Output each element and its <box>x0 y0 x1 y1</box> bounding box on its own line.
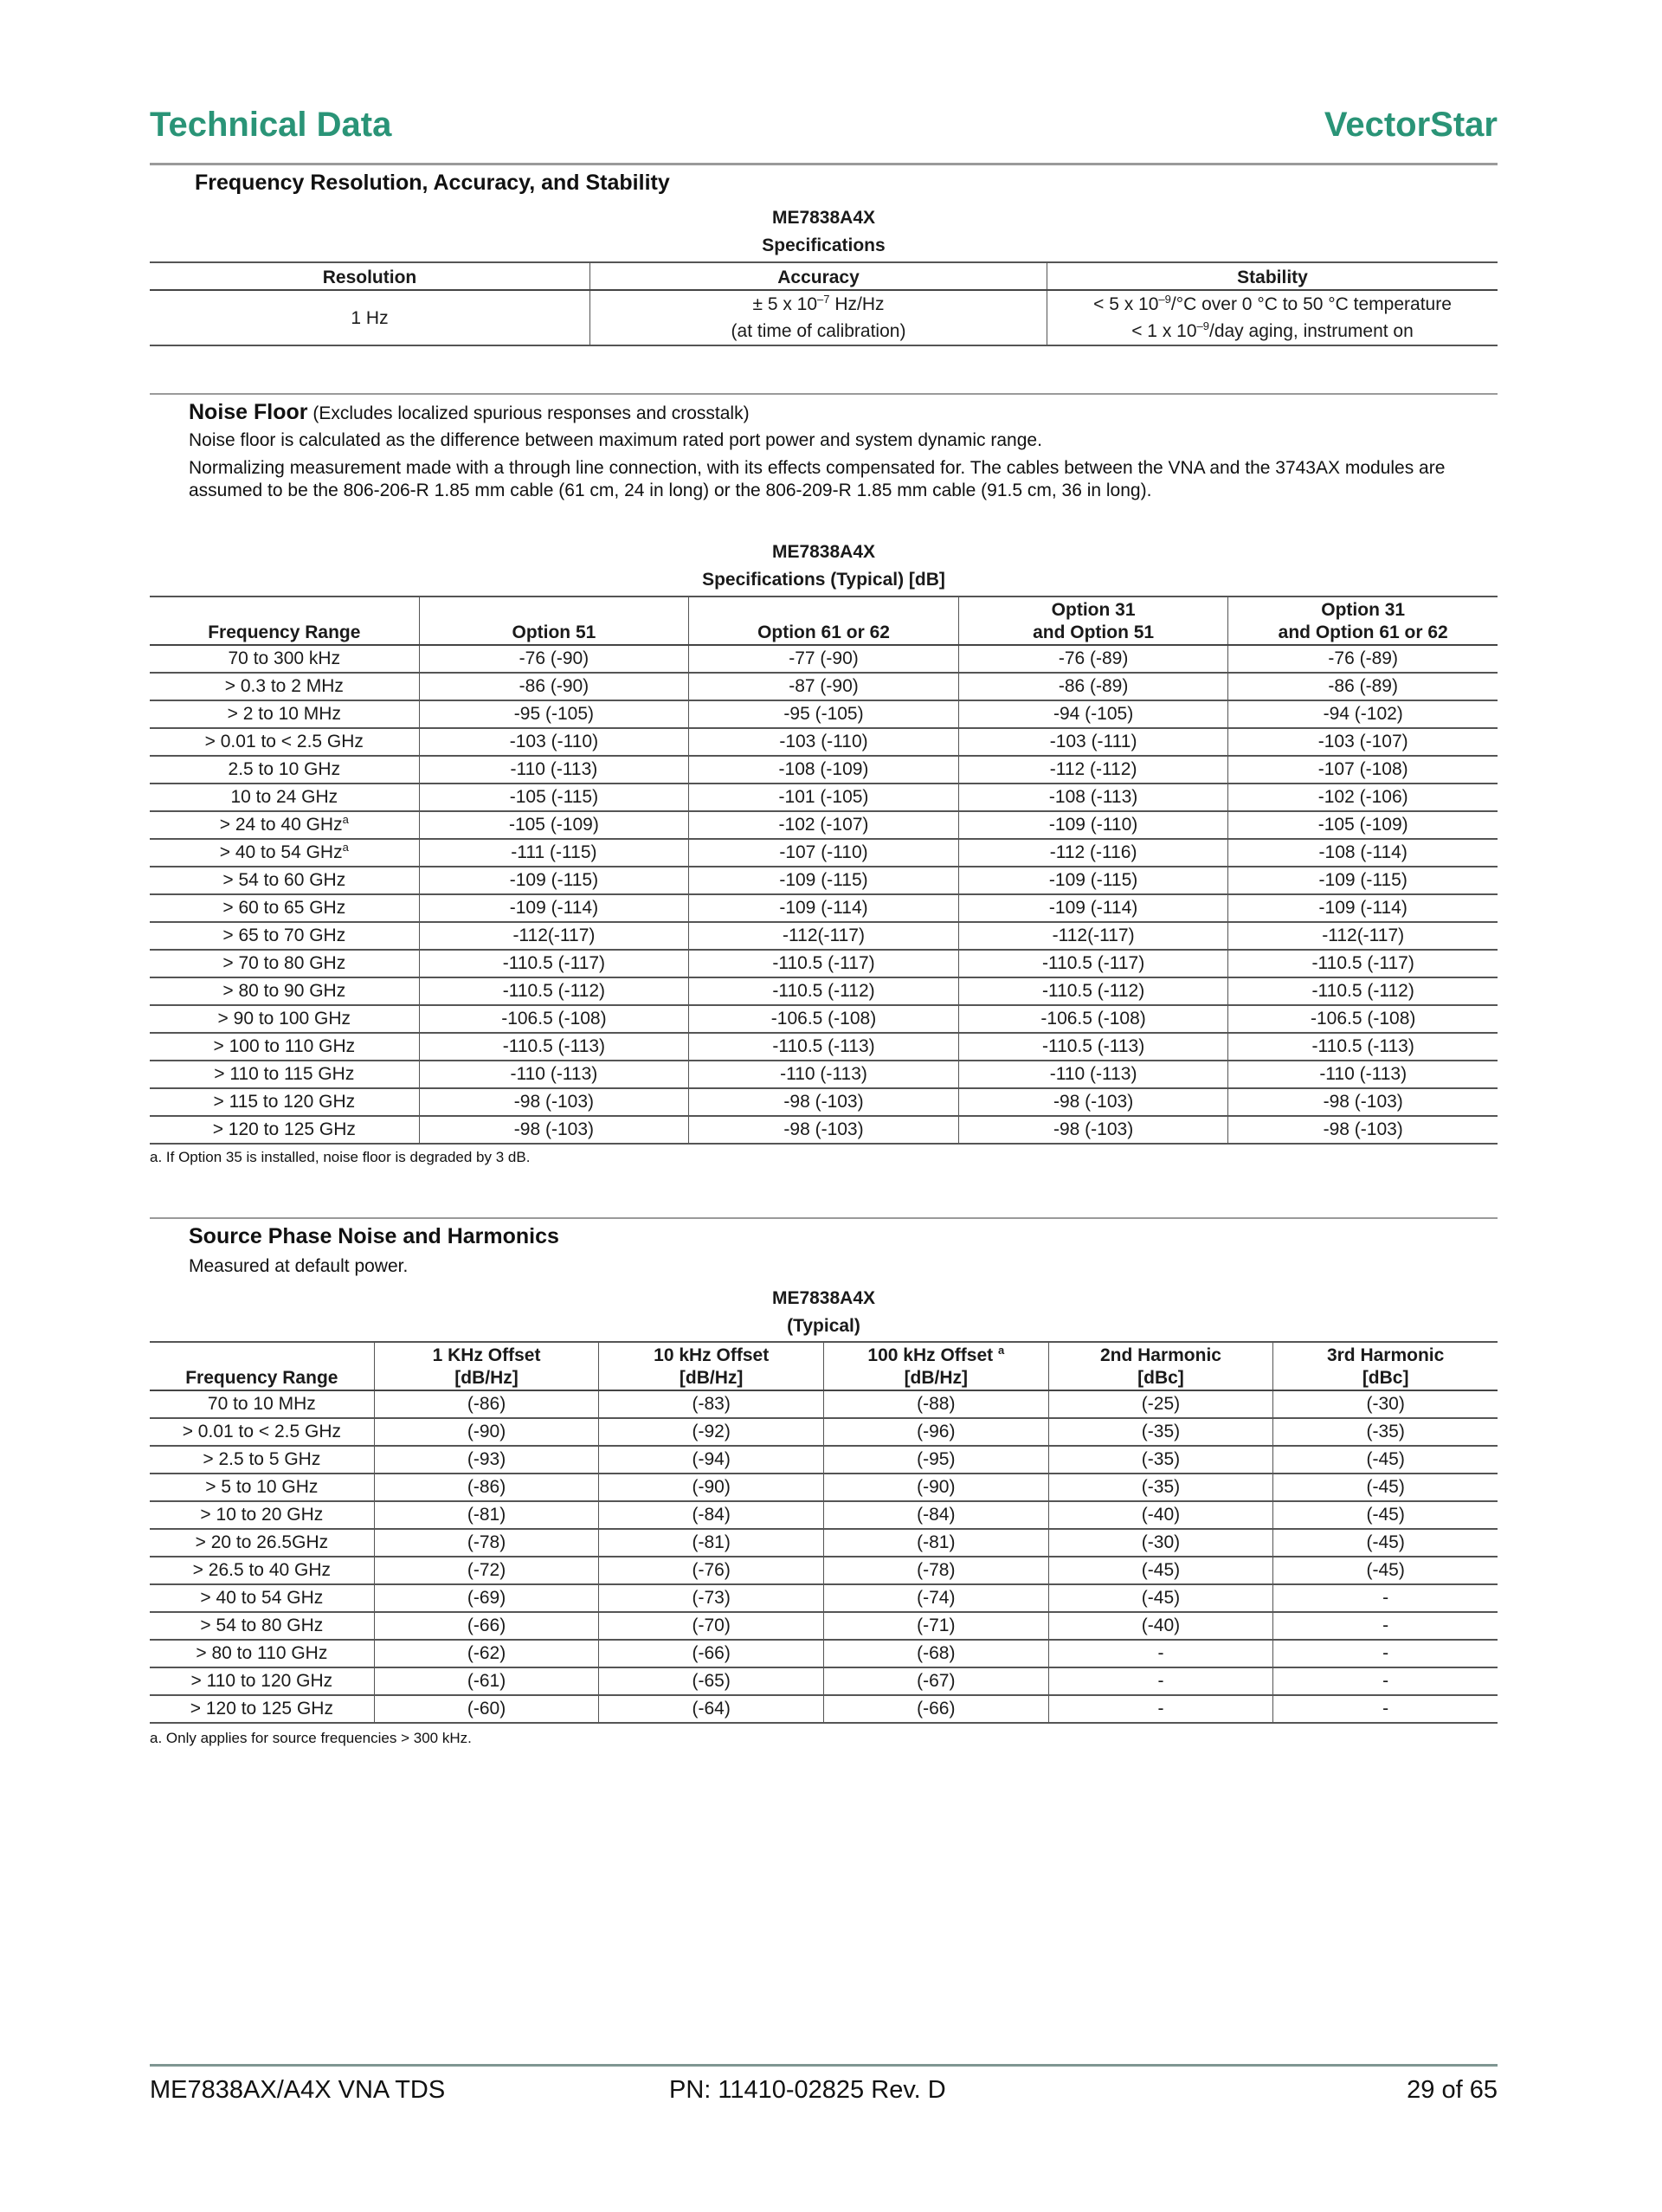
noise-floor-normalization-note: Normalizing measurement made with a through line connection, with its effects compensated for. The cables between the VNA and the 3743AX modules are assumed to be the 806-206-R 1.85 mm cable (61 cm, 24 in long) or the 806-209-R 1.85 mm cable (91.5 cm, 36 in long). <box>189 458 1446 500</box>
phase-noise-table <box>150 1341 1498 1724</box>
frequency-range-cell: > 2 to 10 MHz <box>150 700 419 728</box>
noise-floor-value-cell: -106.5 (-108) <box>958 1005 1228 1033</box>
section-heading-frequency-resolution: Frequency Resolution, Accuracy, and Stability <box>195 171 670 195</box>
noise-floor-value-cell: -95 (-105) <box>689 700 959 728</box>
noise-floor-value-cell: -110.5 (-117) <box>419 950 689 977</box>
noise-floor-value-cell: -109 (-114) <box>958 894 1228 922</box>
noise-floor-value-cell: -110 (-113) <box>689 1061 959 1088</box>
table-row <box>150 977 1498 1005</box>
noise-floor-value-cell: -105 (-109) <box>1228 811 1498 839</box>
noise-floor-value-cell: -111 (-115) <box>419 839 689 867</box>
table-row <box>150 1501 1498 1529</box>
phase-noise-value-cell: (-45) <box>1273 1529 1498 1557</box>
phase-noise-value-cell: (-35) <box>1048 1418 1273 1446</box>
phase-noise-value-cell: (-81) <box>374 1501 599 1529</box>
noise-floor-value-cell: -98 (-103) <box>958 1116 1228 1144</box>
phase-noise-value-cell: (-92) <box>599 1418 824 1446</box>
column-header: 1 KHz Offset [dB/Hz] <box>374 1342 599 1390</box>
noise-floor-value-cell: -103 (-110) <box>419 728 689 756</box>
noise-floor-value-cell: -110 (-113) <box>419 1061 689 1088</box>
noise-floor-value-cell: -112(-117) <box>419 922 689 950</box>
column-header-stability: Stability <box>1047 262 1498 290</box>
table-row <box>150 950 1498 977</box>
phase-noise-value-cell: (-93) <box>374 1446 599 1474</box>
table-row <box>150 1390 1498 1418</box>
table-row <box>150 1695 1498 1723</box>
column-header-resolution: Resolution <box>150 262 590 290</box>
frequency-range-cell: > 2.5 to 5 GHz <box>150 1446 374 1474</box>
table-row <box>150 1116 1498 1144</box>
noise-floor-value-cell: -103 (-111) <box>958 728 1228 756</box>
table-row <box>150 1061 1498 1088</box>
noise-floor-value-cell: -109 (-115) <box>689 867 959 894</box>
phase-noise-value-cell: (-45) <box>1048 1557 1273 1584</box>
phase-noise-value-cell: (-35) <box>1273 1418 1498 1446</box>
frequency-range-cell: > 90 to 100 GHz <box>150 1005 419 1033</box>
table-row <box>150 784 1498 811</box>
frequency-range-cell: > 120 to 125 GHz <box>150 1695 374 1723</box>
noise-floor-value-cell: -102 (-107) <box>689 811 959 839</box>
phase-noise-value-cell: (-60) <box>374 1695 599 1723</box>
phase-noise-value-cell: (-66) <box>374 1612 599 1640</box>
phase-noise-value-cell: (-70) <box>599 1612 824 1640</box>
phase-noise-value-cell: - <box>1048 1695 1273 1723</box>
noise-floor-table <box>150 596 1498 1145</box>
noise-floor-value-cell: -95 (-105) <box>419 700 689 728</box>
noise-floor-value-cell: -108 (-113) <box>958 784 1228 811</box>
phase-noise-value-cell: (-83) <box>599 1390 824 1418</box>
frequency-range-cell: 10 to 24 GHz <box>150 784 419 811</box>
noise-floor-value-cell: -112(-117) <box>689 922 959 950</box>
table-row <box>150 700 1498 728</box>
noise-floor-value-cell: -110.5 (-112) <box>1228 977 1498 1005</box>
phase-noise-description: Measured at default power. <box>189 1256 409 1276</box>
column-header: 10 kHz Offset [dB/Hz] <box>599 1342 824 1390</box>
noise-floor-value-cell: -107 (-108) <box>1228 756 1498 784</box>
phase-noise-value-cell: - <box>1273 1584 1498 1612</box>
noise-floor-value-cell: -110.5 (-117) <box>958 950 1228 977</box>
table1-caption-model: ME7838A4X <box>771 208 876 228</box>
noise-floor-value-cell: -106.5 (-108) <box>1228 1005 1498 1033</box>
table-row <box>150 1033 1498 1061</box>
phase-noise-value-cell: (-71) <box>823 1612 1048 1640</box>
frequency-resolution-table <box>150 261 1498 346</box>
accuracy-value: ± 5 x $10^{-7}$ Hz/Hz (at time of calibration) <box>590 290 1047 345</box>
noise-floor-value-cell: -86 (-89) <box>1228 673 1498 700</box>
frequency-range-cell: > 40 to 54 GHz$^a$ <box>150 839 419 867</box>
phase-noise-value-cell: (-35) <box>1048 1474 1273 1501</box>
phase-noise-value-cell: (-95) <box>823 1446 1048 1474</box>
phase-noise-value-cell: (-30) <box>1273 1390 1498 1418</box>
noise-floor-value-cell: -106.5 (-108) <box>419 1005 689 1033</box>
phase-noise-value-cell: (-86) <box>374 1390 599 1418</box>
column-header: 100 kHz Offset $^a$ [dB/Hz] <box>823 1342 1048 1390</box>
phase-noise-value-cell: (-90) <box>599 1474 824 1501</box>
noise-floor-value-cell: -112 (-112) <box>958 756 1228 784</box>
phase-noise-value-cell: - <box>1273 1612 1498 1640</box>
noise-floor-value-cell: -110.5 (-112) <box>419 977 689 1005</box>
noise-floor-value-cell: -105 (-115) <box>419 784 689 811</box>
frequency-range-cell: > 110 to 120 GHz <box>150 1667 374 1695</box>
phase-noise-value-cell: (-88) <box>823 1390 1048 1418</box>
frequency-range-cell: > 70 to 80 GHz <box>150 950 419 977</box>
noise-floor-value-cell: -106.5 (-108) <box>689 1005 959 1033</box>
frequency-range-cell: > 24 to 40 GHz$^a$ <box>150 811 419 839</box>
noise-floor-value-cell: -110 (-113) <box>958 1061 1228 1088</box>
table-row <box>150 1446 1498 1474</box>
phase-noise-value-cell: - <box>1273 1667 1498 1695</box>
noise-floor-value-cell: -112 (-116) <box>958 839 1228 867</box>
frequency-range-cell: 70 to 300 kHz <box>150 645 419 673</box>
frequency-range-cell: > 100 to 110 GHz <box>150 1033 419 1061</box>
phase-noise-value-cell: (-61) <box>374 1667 599 1695</box>
noise-floor-value-cell: -86 (-89) <box>958 673 1228 700</box>
table-row <box>150 1005 1498 1033</box>
phase-noise-value-cell: (-40) <box>1048 1501 1273 1529</box>
frequency-range-cell: > 5 to 10 GHz <box>150 1474 374 1501</box>
phase-noise-value-cell: (-68) <box>823 1640 1048 1667</box>
table-row <box>150 1584 1498 1612</box>
noise-floor-value-cell: -110 (-113) <box>1228 1061 1498 1088</box>
table-row <box>150 728 1498 756</box>
noise-floor-value-cell: -98 (-103) <box>1228 1088 1498 1116</box>
section-heading-phase-noise: Source Phase Noise and Harmonics <box>189 1224 559 1248</box>
phase-noise-value-cell: (-40) <box>1048 1612 1273 1640</box>
noise-floor-value-cell: -98 (-103) <box>689 1116 959 1144</box>
noise-floor-value-cell: -94 (-102) <box>1228 700 1498 728</box>
phase-noise-value-cell: (-45) <box>1273 1474 1498 1501</box>
table1-caption <box>150 204 1498 260</box>
phase-noise-value-cell: - <box>1048 1667 1273 1695</box>
phase-noise-value-cell: (-62) <box>374 1640 599 1667</box>
table-row <box>150 922 1498 950</box>
noise-floor-value-cell: -109 (-115) <box>1228 867 1498 894</box>
noise-floor-value-cell: -108 (-114) <box>1228 839 1498 867</box>
column-header: Option 51 <box>419 597 689 645</box>
noise-floor-value-cell: -86 (-90) <box>419 673 689 700</box>
noise-floor-value-cell: -110.5 (-113) <box>689 1033 959 1061</box>
table-row <box>150 673 1498 700</box>
frequency-range-cell: > 40 to 54 GHz <box>150 1584 374 1612</box>
noise-floor-footnote: a. If Option 35 is installed, noise floor is degraded by 3 dB. <box>150 1149 531 1165</box>
frequency-range-cell: 2.5 to 10 GHz <box>150 756 419 784</box>
noise-floor-value-cell: -110.5 (-113) <box>419 1033 689 1061</box>
frequency-range-cell: > 26.5 to 40 GHz <box>150 1557 374 1584</box>
phase-noise-value-cell: (-74) <box>823 1584 1048 1612</box>
phase-noise-value-cell: (-76) <box>599 1557 824 1584</box>
frequency-range-cell: > 20 to 26.5GHz <box>150 1529 374 1557</box>
noise-floor-value-cell: -109 (-114) <box>689 894 959 922</box>
noise-floor-value-cell: -98 (-103) <box>958 1088 1228 1116</box>
noise-floor-value-cell: -112(-117) <box>958 922 1228 950</box>
table-row <box>150 811 1498 839</box>
phase-noise-value-cell: (-90) <box>823 1474 1048 1501</box>
noise-floor-value-cell: -94 (-105) <box>958 700 1228 728</box>
phase-noise-value-cell: (-66) <box>823 1695 1048 1723</box>
phase-noise-value-cell: (-45) <box>1273 1501 1498 1529</box>
frequency-range-cell: 70 to 10 MHz <box>150 1390 374 1418</box>
frequency-range-cell: > 0.01 to < 2.5 GHz <box>150 1418 374 1446</box>
footer-page-number: 29 of 65 <box>1407 2076 1498 2104</box>
table-row <box>150 894 1498 922</box>
noise-floor-value-cell: -110.5 (-117) <box>1228 950 1498 977</box>
table-row <box>150 1667 1498 1695</box>
stability-value: < 5 x $10^{-9}/^\circ C$ over 0 °C to 50 °C temperature < 1 x $10^{-9}$/day aging, instrument on <box>1047 290 1498 345</box>
phase-noise-value-cell: (-78) <box>374 1529 599 1557</box>
phase-noise-value-cell: (-72) <box>374 1557 599 1584</box>
noise-floor-value-cell: -105 (-109) <box>419 811 689 839</box>
noise-floor-value-cell: -77 (-90) <box>689 645 959 673</box>
noise-floor-value-cell: -76 (-89) <box>958 645 1228 673</box>
phase-noise-value-cell: (-90) <box>374 1418 599 1446</box>
noise-floor-value-cell: -110.5 (-112) <box>689 977 959 1005</box>
phase-noise-value-cell: (-45) <box>1273 1446 1498 1474</box>
noise-floor-value-cell: -110 (-113) <box>419 756 689 784</box>
table-row <box>150 867 1498 894</box>
footer-document-title: ME7838AX/A4X VNA TDS <box>150 2076 446 2104</box>
frequency-range-cell: > 0.01 to < 2.5 GHz <box>150 728 419 756</box>
table-row <box>150 1640 1498 1667</box>
phase-noise-value-cell: (-25) <box>1048 1390 1273 1418</box>
noise-floor-value-cell: -107 (-110) <box>689 839 959 867</box>
phase-noise-value-cell: (-96) <box>823 1418 1048 1446</box>
phase-noise-value-cell: (-81) <box>599 1529 824 1557</box>
phase-noise-value-cell: - <box>1273 1640 1498 1667</box>
phase-noise-value-cell: - <box>1273 1695 1498 1723</box>
phase-noise-value-cell: (-64) <box>599 1695 824 1723</box>
page-header-title: Technical Data <box>150 106 392 144</box>
frequency-range-cell: > 110 to 115 GHz <box>150 1061 419 1088</box>
noise-floor-value-cell: -98 (-103) <box>419 1116 689 1144</box>
phase-noise-value-cell: (-73) <box>599 1584 824 1612</box>
table-row <box>150 1474 1498 1501</box>
noise-floor-value-cell: -98 (-103) <box>419 1088 689 1116</box>
column-header: 3rd Harmonic [dBc] <box>1273 1342 1498 1390</box>
table-row <box>150 1557 1498 1584</box>
frequency-range-cell: > 115 to 120 GHz <box>150 1088 419 1116</box>
table-row <box>150 756 1498 784</box>
phase-noise-value-cell: (-84) <box>823 1501 1048 1529</box>
phase-noise-value-cell: (-81) <box>823 1529 1048 1557</box>
table-row <box>150 1612 1498 1640</box>
phase-noise-value-cell: (-78) <box>823 1557 1048 1584</box>
column-header: Option 31 and Option 61 or 62 <box>1228 597 1498 645</box>
frequency-range-cell: > 80 to 90 GHz <box>150 977 419 1005</box>
noise-floor-value-cell: -101 (-105) <box>689 784 959 811</box>
phase-noise-footnote: a. Only applies for source frequencies > 300 kHz. <box>150 1730 472 1746</box>
phase-noise-value-cell: (-84) <box>599 1501 824 1529</box>
noise-floor-value-cell: -110.5 (-113) <box>958 1033 1228 1061</box>
column-header: Option 61 or 62 <box>689 597 959 645</box>
noise-floor-value-cell: -103 (-107) <box>1228 728 1498 756</box>
phase-noise-value-cell: (-86) <box>374 1474 599 1501</box>
frequency-range-cell: > 65 to 70 GHz <box>150 922 419 950</box>
column-header: Frequency Range <box>150 1342 374 1390</box>
noise-floor-value-cell: -110.5 (-113) <box>1228 1033 1498 1061</box>
frequency-range-cell: > 80 to 110 GHz <box>150 1640 374 1667</box>
frequency-range-cell: > 60 to 65 GHz <box>150 894 419 922</box>
frequency-range-cell: > 54 to 80 GHz <box>150 1612 374 1640</box>
noise-floor-value-cell: -98 (-103) <box>689 1088 959 1116</box>
column-header: Frequency Range <box>150 597 419 645</box>
phase-noise-value-cell: (-30) <box>1048 1529 1273 1557</box>
phase-noise-value-cell: (-35) <box>1048 1446 1273 1474</box>
frequency-range-cell: > 0.3 to 2 MHz <box>150 673 419 700</box>
phase-noise-value-cell: (-66) <box>599 1640 824 1667</box>
noise-floor-value-cell: -102 (-106) <box>1228 784 1498 811</box>
noise-floor-value-cell: -109 (-115) <box>419 867 689 894</box>
phase-noise-value-cell: (-45) <box>1048 1584 1273 1612</box>
phase-noise-value-cell: (-94) <box>599 1446 824 1474</box>
noise-floor-value-cell: -109 (-114) <box>1228 894 1498 922</box>
table1-caption-subtitle: Specifications <box>762 235 886 255</box>
table-row <box>150 645 1498 673</box>
footer-divider <box>150 2064 1498 2067</box>
phase-noise-value-cell: (-69) <box>374 1584 599 1612</box>
noise-floor-description: Noise floor is calculated as the difference between maximum rated port power and system dynamic range. <box>189 430 1042 450</box>
noise-floor-value-cell: -110.5 (-112) <box>958 977 1228 1005</box>
frequency-range-cell: > 120 to 125 GHz <box>150 1116 419 1144</box>
noise-floor-value-cell: -98 (-103) <box>1228 1116 1498 1144</box>
header-divider <box>150 163 1498 165</box>
table-row <box>150 290 1498 345</box>
noise-floor-value-cell: -76 (-89) <box>1228 645 1498 673</box>
phase-noise-table-caption: ME7838A4X (Typical) <box>771 1288 876 1336</box>
footer-part-number: PN: 11410-02825 Rev. D <box>669 2076 946 2104</box>
column-header: 2nd Harmonic [dBc] <box>1048 1342 1273 1390</box>
frequency-range-cell: > 10 to 20 GHz <box>150 1501 374 1529</box>
phase-noise-value-cell: (-45) <box>1273 1557 1498 1584</box>
noise-floor-value-cell: -109 (-114) <box>419 894 689 922</box>
column-header-accuracy: Accuracy <box>590 262 1047 290</box>
noise-floor-value-cell: -108 (-109) <box>689 756 959 784</box>
noise-floor-value-cell: -109 (-115) <box>958 867 1228 894</box>
table-row <box>150 1418 1498 1446</box>
table-row <box>150 1529 1498 1557</box>
noise-floor-value-cell: -112(-117) <box>1228 922 1498 950</box>
table-row <box>150 839 1498 867</box>
column-header: Option 31 and Option 51 <box>958 597 1228 645</box>
section-divider <box>150 1217 1498 1219</box>
resolution-value: 1 Hz <box>150 290 590 345</box>
frequency-range-cell: > 54 to 60 GHz <box>150 867 419 894</box>
phase-noise-value-cell: (-67) <box>823 1667 1048 1695</box>
brand-title: VectorStar <box>1324 106 1498 144</box>
phase-noise-value-cell: - <box>1048 1640 1273 1667</box>
noise-floor-value-cell: -87 (-90) <box>689 673 959 700</box>
noise-floor-value-cell: -103 (-110) <box>689 728 959 756</box>
phase-noise-value-cell: (-65) <box>599 1667 824 1695</box>
noise-floor-value-cell: -76 (-90) <box>419 645 689 673</box>
section-divider <box>150 393 1498 395</box>
noise-floor-value-cell: -109 (-110) <box>958 811 1228 839</box>
noise-floor-table-caption: ME7838A4X Specifications (Typical) [dB] <box>702 542 945 590</box>
section-heading-noise-floor: Noise Floor (Excludes localized spurious responses and crosstalk) <box>189 400 750 424</box>
table-row <box>150 1088 1498 1116</box>
noise-floor-value-cell: -110.5 (-117) <box>689 950 959 977</box>
